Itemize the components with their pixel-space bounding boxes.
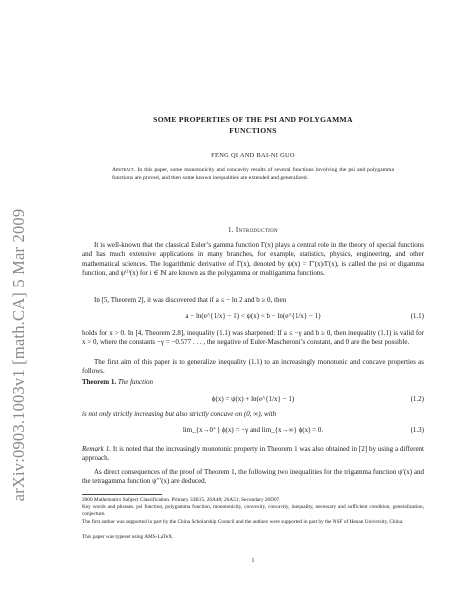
theorem-label: Theorem 1.: [82, 378, 117, 386]
section-heading: 1. Introduction: [228, 226, 278, 234]
footnote-support: The first author was supported in part by the China Scholarship Council and the authors were supported in part by the NSF of Henan University, China.: [82, 519, 404, 525]
equation-1-3-body: lim_{x→0⁺} ϕ(x) = −γ and lim_{x→∞} ϕ(x) = 0.: [182, 426, 324, 434]
equation-1-3: [82, 426, 424, 435]
equation-1-2-number: (1.2): [410, 395, 424, 403]
title-line-2: FUNCTIONS: [229, 126, 277, 135]
intro-paragraph-3: holds for x > 0. In [4, Theorem 2.8], inequality (1.1) was sharpened: If a ≤ −γ and b ≥ 0, then inequality (1.1) is valid for x > 0, where the constants −γ = −0.577 . . . , the negative of Euler-Mascheroni’s constant, and 0 are the best possible.: [82, 329, 424, 347]
abstract-text: In this paper, some monotonicity and concavity results of several functions involving the psi and polygamma functions are proved, and then some known inequalities are extended and generalized.: [112, 167, 394, 181]
footnote-rule: [82, 494, 162, 495]
arxiv-stamp-text: arXiv:0903.1003v1 [math.CA] 5 Mar 2009: [9, 208, 28, 502]
remark-text: It is noted that the increasingly monotonic property in Theorem 1 was also obtained in [2] by using a different approach.: [82, 445, 424, 463]
equation-1-1-body: a − ln(e^{1/x} − 1) < ψ(x) < b − ln(e^{1/x} − 1): [185, 312, 321, 320]
intro-paragraph-2: In [5, Theorem 2], it was discovered that if a ≤ − ln 2 and b ≥ 0, then: [94, 296, 287, 304]
equation-1-1: [82, 312, 424, 321]
remark-label: Remark 1.: [82, 445, 111, 453]
theorem-body: [82, 410, 424, 419]
paper-title: [82, 114, 424, 136]
footnote-typeset: This paper was typeset using AMS-LaTeX.: [82, 534, 174, 540]
intro-paragraph-1: It is well-known that the classical Euler’s gamma function Γ(x) plays a central role in the theory of special functions and has much extensive applications in many branches, for example, statistics, physics, engineering, and other mathematical sciences. The logarithmic derivative of Γ(x), denoted by ψ(x) = Γ′(x)/Γ(x), is called the psi or digamma function, and ψ⁽ⁱ⁾(x) for i ∈ ℕ are known as the polygamma or multigamma functions.: [82, 241, 424, 278]
arxiv-stamp: [4, 150, 34, 560]
paper-page: [82, 0, 424, 613]
footnote-msc: 2000 Mathematics Subject Classification. Primary 33B15, 26A48; 26A51; Secondary 26D07.: [82, 497, 281, 503]
abstract: [112, 167, 394, 182]
intro-paragraph-5: As direct consequences of the proof of Theorem 1, the following two inequalities for the trigamma function ψ′(x) and the tetragamma function ψ′′′(x) are deduced.: [82, 468, 424, 486]
footnote-keywords: Key words and phrases. psi function, polygamma function, monotonicity, convexity, concavity, inequality, necessary and sufficient condition, generalization, conjecture.: [82, 504, 424, 517]
equation-1-1-number: (1.1): [410, 312, 424, 320]
title-line-1: SOME PROPERTIES OF THE PSI AND POLYGAMMA: [153, 115, 353, 124]
equation-1-2: [82, 395, 424, 404]
remark-1: [82, 445, 424, 464]
theorem-intro: The function: [117, 378, 154, 386]
equation-1-3-number: (1.3): [410, 426, 424, 434]
page-number: 1: [251, 558, 255, 564]
theorem-1: [82, 378, 424, 387]
theorem-body-text: is not only strictly increasing but also strictly concave on (0, ∞), with: [82, 410, 277, 418]
equation-1-2-body: ϕ(x) = ψ(x) + ln(e^{1/x} − 1): [211, 395, 295, 403]
authors: FENG QI AND BAI-NI GUO: [211, 152, 295, 159]
abstract-label: Abstract.: [112, 167, 136, 173]
intro-paragraph-4: The first aim of this paper is to generalize inequality (1.1) to an increasingly monotonic and concave properties as follows.: [82, 358, 424, 376]
